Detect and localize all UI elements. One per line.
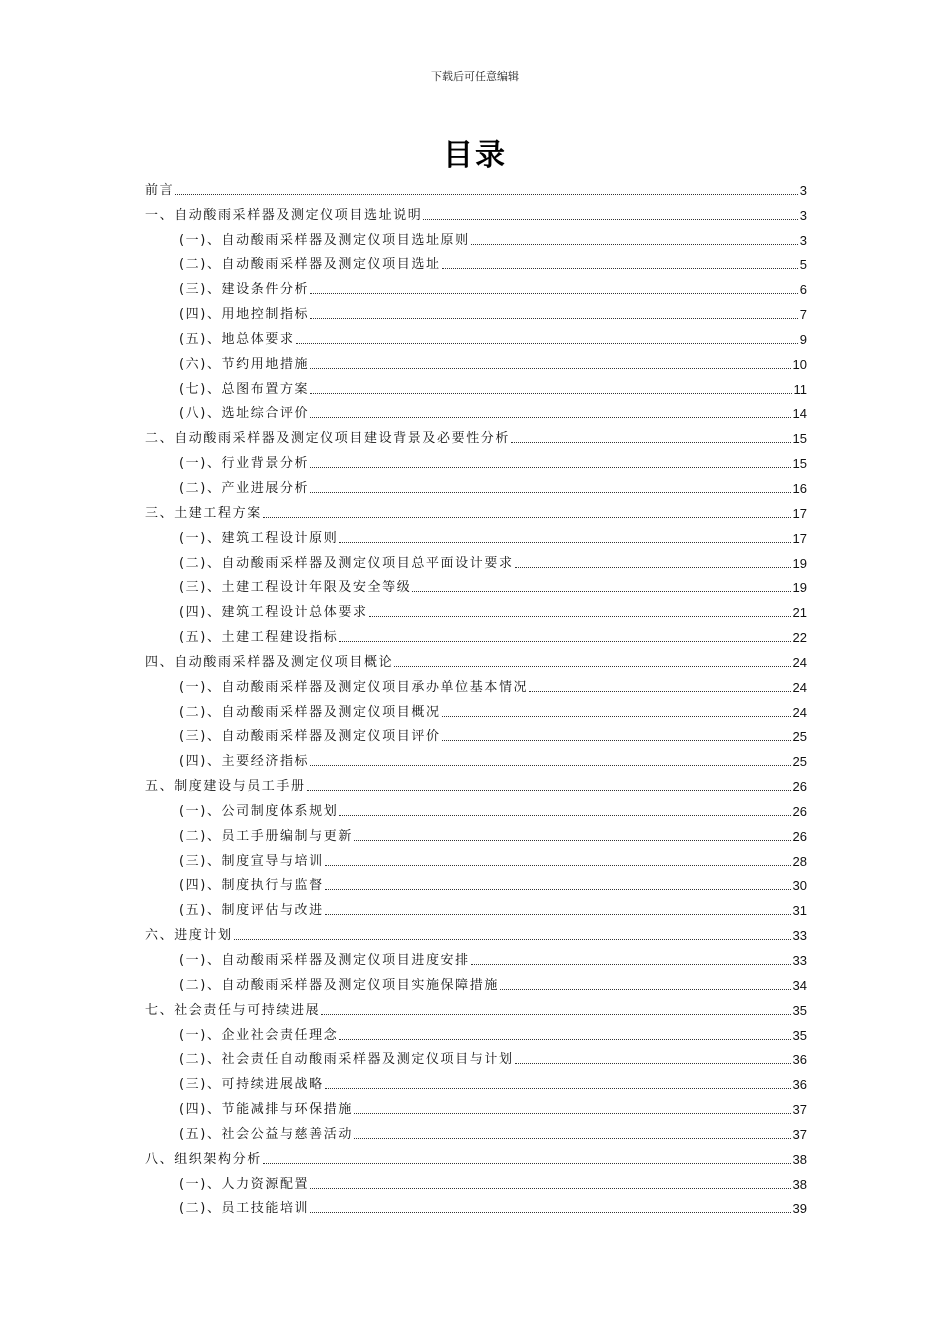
toc-entry[interactable] xyxy=(145,745,807,770)
toc-entry-label: (三)、自动酸雨采样器及测定仪项目评价 xyxy=(179,729,441,745)
toc-entry-label: (三)、制度宣导与培训 xyxy=(179,853,324,869)
toc-entry-page-number: 9 xyxy=(799,331,807,347)
toc-entry-label: (一)、建筑工程设计原则 xyxy=(179,530,339,546)
dot-leader xyxy=(471,964,791,965)
page-header: 下载后可任意编辑 xyxy=(431,70,519,83)
dot-leader xyxy=(310,1188,790,1189)
toc-entry-page-number: 3 xyxy=(799,232,807,248)
toc-entry-label: 三、土建工程方案 xyxy=(145,505,262,521)
toc-entry[interactable] xyxy=(145,1168,807,1193)
dot-leader xyxy=(310,765,790,766)
toc-entry-label: (二)、自动酸雨采样器及测定仪项目总平面设计要求 xyxy=(179,555,514,571)
toc-entry[interactable] xyxy=(145,1118,807,1143)
toc-entry[interactable] xyxy=(145,596,807,621)
dot-leader xyxy=(354,1138,791,1139)
toc-entry-page-number: 28 xyxy=(792,853,807,869)
toc-entry-label: 前言 xyxy=(145,182,175,198)
dot-leader xyxy=(354,1113,791,1114)
toc-entry[interactable] xyxy=(145,249,807,274)
toc-entry-label: (五)、土建工程建设指标 xyxy=(179,630,339,646)
toc-entry-page-number: 3 xyxy=(799,182,807,198)
toc-entry-label: 六、进度计划 xyxy=(145,928,233,944)
dot-leader xyxy=(234,939,791,940)
toc-entry-label: (二)、产业进展分析 xyxy=(179,480,310,496)
toc-entry-label: (一)、自动酸雨采样器及测定仪项目选址原则 xyxy=(179,232,470,248)
toc-entry[interactable] xyxy=(145,1044,807,1069)
toc-entry[interactable] xyxy=(145,721,807,746)
toc-entry[interactable] xyxy=(145,994,807,1019)
dot-leader xyxy=(354,840,791,841)
toc-entry-label: 四、自动酸雨采样器及测定仪项目概论 xyxy=(145,654,394,670)
toc-entry-label: 七、社会责任与可持续进展 xyxy=(145,1002,321,1018)
toc-entry[interactable] xyxy=(145,522,807,547)
toc-entry-label: (四)、用地控制指标 xyxy=(179,307,310,323)
dot-leader xyxy=(442,716,791,717)
toc-entry-label: (四)、节能减排与环保措施 xyxy=(179,1102,353,1118)
toc-entry[interactable] xyxy=(145,298,807,323)
toc-entry-label: (五)、社会公益与慈善活动 xyxy=(179,1126,353,1142)
dot-leader xyxy=(394,666,790,667)
dot-leader xyxy=(325,1088,791,1089)
toc-entry-label: (四)、制度执行与监督 xyxy=(179,878,324,894)
toc-entry-label: (一)、行业背景分析 xyxy=(179,456,310,472)
dot-leader xyxy=(310,318,798,319)
toc-entry-page-number: 35 xyxy=(792,1002,807,1018)
toc-entry-page-number: 15 xyxy=(792,431,807,447)
toc-entry-label: (八)、选址综合评价 xyxy=(179,406,310,422)
toc-entry-page-number: 17 xyxy=(792,505,807,521)
toc-entry-label: (一)、自动酸雨采样器及测定仪项目进度安排 xyxy=(179,953,470,968)
toc-entry-page-number: 26 xyxy=(792,828,807,844)
toc-entry-page-number: 24 xyxy=(792,704,807,720)
dot-leader xyxy=(310,492,790,493)
toc-entry-label: (三)、建设条件分析 xyxy=(179,282,310,298)
toc-entry[interactable] xyxy=(145,621,807,646)
dot-leader xyxy=(339,641,790,642)
dot-leader xyxy=(310,393,791,394)
toc-entry[interactable] xyxy=(145,497,807,522)
dot-leader xyxy=(412,591,790,592)
toc-entry-label: (二)、员工手册编制与更新 xyxy=(179,828,353,844)
dot-leader xyxy=(500,989,791,990)
toc-entry-label: (四)、建筑工程设计总体要求 xyxy=(179,605,368,621)
toc-entry[interactable] xyxy=(145,845,807,870)
dot-leader xyxy=(339,1039,790,1040)
dot-leader xyxy=(511,442,791,443)
toc-entry-label: (三)、土建工程设计年限及安全等级 xyxy=(179,580,412,596)
dot-leader xyxy=(529,691,790,692)
toc-entry[interactable] xyxy=(145,671,807,696)
toc-entry[interactable] xyxy=(145,919,807,944)
toc-entry[interactable] xyxy=(145,273,807,298)
dot-leader xyxy=(515,567,791,568)
toc-entry[interactable] xyxy=(145,547,807,572)
toc-entry-page-number: 5 xyxy=(799,257,807,273)
toc-entry-page-number: 16 xyxy=(792,480,807,496)
dot-leader xyxy=(307,790,791,791)
dot-leader xyxy=(310,417,790,418)
toc-entry-label: (二)、员工技能培训 xyxy=(179,1201,310,1217)
toc-entry[interactable] xyxy=(145,1193,807,1218)
toc-entry-page-number: 14 xyxy=(792,406,807,422)
dot-leader xyxy=(471,244,798,245)
toc-entry-page-number: 19 xyxy=(792,580,807,596)
toc-entry[interactable] xyxy=(145,373,807,398)
dot-leader xyxy=(310,293,798,294)
toc-entry-label: (一)、自动酸雨采样器及测定仪项目承办单位基本情况 xyxy=(179,679,529,695)
toc-entry[interactable] xyxy=(145,1019,807,1044)
toc-entry-page-number: 25 xyxy=(792,754,807,770)
toc-entry[interactable] xyxy=(145,1093,807,1118)
toc-entry-label: (五)、制度评估与改进 xyxy=(179,903,324,919)
toc-entry-page-number: 25 xyxy=(792,729,807,745)
toc-entry-label: (二)、自动酸雨采样器及测定仪项目选址 xyxy=(179,257,441,273)
toc-entry[interactable] xyxy=(145,398,807,423)
toc-entry-page-number: 30 xyxy=(792,878,807,894)
toc-entry-page-number: 22 xyxy=(792,630,807,646)
toc-entry-page-number: 38 xyxy=(792,1176,807,1192)
toc-entry-page-number: 38 xyxy=(792,1151,807,1167)
dot-leader xyxy=(310,368,790,369)
dot-leader xyxy=(325,865,791,866)
toc-entry-label: (一)、企业社会责任理念 xyxy=(179,1027,339,1043)
toc-entry[interactable] xyxy=(145,472,807,497)
toc-entry-page-number: 24 xyxy=(792,654,807,670)
toc-entry[interactable] xyxy=(145,348,807,373)
dot-leader xyxy=(310,467,790,468)
toc-entry[interactable] xyxy=(145,870,807,895)
toc-entry-page-number: 36 xyxy=(792,1052,807,1068)
toc-entry[interactable] xyxy=(145,969,807,994)
dot-leader xyxy=(369,616,791,617)
page-title: 目录 xyxy=(443,138,507,173)
toc-entry[interactable] xyxy=(145,323,807,348)
toc-entry[interactable] xyxy=(145,770,807,795)
toc-entry-page-number: 7 xyxy=(799,307,807,323)
table-of-contents xyxy=(145,174,807,1217)
toc-entry-label: 五、制度建设与员工手册 xyxy=(145,779,306,795)
dot-leader xyxy=(325,914,791,915)
toc-entry[interactable] xyxy=(145,944,807,969)
toc-entry-page-number: 37 xyxy=(792,1102,807,1118)
toc-entry[interactable] xyxy=(145,646,807,671)
dot-leader xyxy=(515,1063,791,1064)
toc-entry-page-number: 6 xyxy=(799,282,807,298)
toc-entry-label: (一)、公司制度体系规划 xyxy=(179,803,339,819)
toc-entry[interactable] xyxy=(145,174,807,199)
toc-entry-page-number: 11 xyxy=(793,381,807,397)
dot-leader xyxy=(423,219,797,220)
toc-entry-label: (七)、总图布置方案 xyxy=(179,381,310,397)
dot-leader xyxy=(175,194,798,195)
toc-entry-page-number: 15 xyxy=(792,456,807,472)
toc-entry-page-number: 35 xyxy=(792,1027,807,1043)
toc-entry-page-number: 39 xyxy=(792,1201,807,1217)
dot-leader xyxy=(263,517,791,518)
toc-entry-page-number: 36 xyxy=(792,1077,807,1093)
toc-entry-page-number: 17 xyxy=(792,530,807,546)
toc-entry[interactable] xyxy=(145,422,807,447)
toc-entry-page-number: 31 xyxy=(792,903,807,919)
toc-entry-label: 八、组织架构分析 xyxy=(145,1151,262,1167)
toc-entry-page-number: 26 xyxy=(792,779,807,795)
dot-leader xyxy=(442,740,791,741)
toc-entry-label: (一)、人力资源配置 xyxy=(179,1176,310,1192)
toc-entry[interactable] xyxy=(145,820,807,845)
dot-leader xyxy=(325,889,791,890)
dot-leader xyxy=(339,542,790,543)
toc-entry-label: (二)、社会责任自动酸雨采样器及测定仪项目与计划 xyxy=(179,1052,514,1068)
dot-leader xyxy=(339,815,790,816)
toc-entry-page-number: 24 xyxy=(792,679,807,695)
toc-entry-label: (五)、地总体要求 xyxy=(179,331,295,347)
toc-entry-label: 二、自动酸雨采样器及测定仪项目建设背景及必要性分析 xyxy=(145,431,511,447)
toc-entry[interactable] xyxy=(145,447,807,472)
dot-leader xyxy=(310,1212,790,1213)
toc-entry-page-number: 19 xyxy=(792,555,807,571)
toc-entry[interactable] xyxy=(145,894,807,919)
toc-entry[interactable] xyxy=(145,572,807,597)
toc-entry-label: (二)、自动酸雨采样器及测定仪项目实施保障措施 xyxy=(179,977,499,993)
dot-leader xyxy=(442,268,798,269)
toc-entry-label: (三)、可持续进展战略 xyxy=(179,1077,324,1093)
toc-entry-page-number: 33 xyxy=(792,928,807,944)
toc-entry-page-number: 26 xyxy=(792,803,807,819)
toc-entry[interactable] xyxy=(145,696,807,721)
dot-leader xyxy=(321,1014,790,1015)
toc-entry[interactable] xyxy=(145,199,807,224)
toc-entry-page-number: 37 xyxy=(792,1126,807,1142)
dot-leader xyxy=(263,1163,791,1164)
toc-entry-page-number: 33 xyxy=(792,953,807,968)
toc-entry-label: 一、自动酸雨采样器及测定仪项目选址说明 xyxy=(145,207,423,223)
toc-entry-label: (六)、节约用地措施 xyxy=(179,356,310,372)
toc-entry-page-number: 3 xyxy=(799,207,807,223)
toc-entry-label: (二)、自动酸雨采样器及测定仪项目概况 xyxy=(179,704,441,720)
toc-entry-label: (四)、主要经济指标 xyxy=(179,754,310,770)
toc-entry[interactable] xyxy=(145,795,807,820)
toc-entry[interactable] xyxy=(145,224,807,249)
toc-entry[interactable] xyxy=(145,1068,807,1093)
toc-entry-page-number: 10 xyxy=(792,356,807,372)
toc-entry-page-number: 34 xyxy=(792,977,807,993)
dot-leader xyxy=(296,343,798,344)
toc-entry[interactable] xyxy=(145,1143,807,1168)
toc-entry-page-number: 21 xyxy=(792,605,807,621)
